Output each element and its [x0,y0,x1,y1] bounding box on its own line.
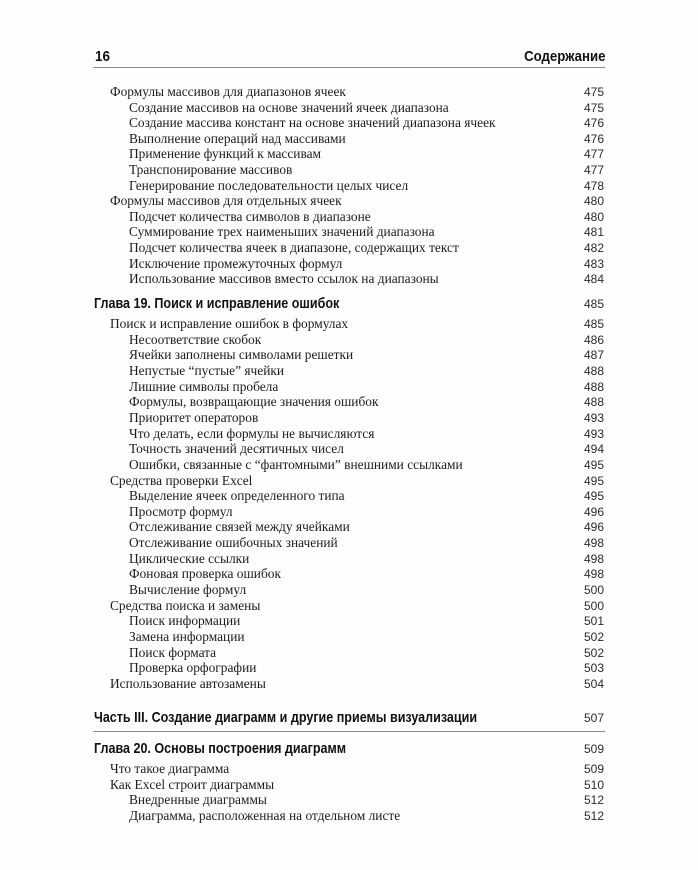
toc-entry: Формулы, возвращающие значения ошибок 488 [129,394,604,410]
toc-chapter-heading: Глава 20. Основы построения диаграмм 509 [94,741,604,757]
toc-entry: Формулы массивов для диапазонов ячеек 475 [110,84,604,99]
toc-entry: Что делать, если формулы не вычисляются 493 [129,425,604,441]
toc-entry: Использование массивов вместо ссылок на диапазоны 484 [129,271,604,287]
toc-entry: Циклические ссылки 498 [129,550,604,566]
toc-entry: Формулы массивов для отдельных ячеек 480 [110,193,604,209]
toc-entry: Фоновая проверка ошибок 498 [129,566,604,582]
toc-entry: Точность значений десятичных чисел 494 [129,441,604,457]
toc-entry: Непустые “пустые” ячейки 488 [129,362,604,378]
toc-entry: Что такое диаграмма 509 [110,761,604,776]
toc-entry: Приоритет операторов 493 [129,409,604,425]
page-number: 16 [95,48,111,65]
toc-entry: Поиск информации 501 [129,613,604,629]
toc-entry: Отслеживание связей между ячейками 496 [129,519,604,535]
toc-entry: Вычисление формул 500 [129,582,604,598]
toc-entry: Несоответствие скобок 486 [129,331,604,347]
toc-entry: Проверка орфографии 503 [129,660,604,676]
toc-entry: Ошибки, связанные с “фантомными” внешними ссылками 495 [129,456,604,472]
toc-entry: Генерирование последовательности целых чисел 478 [129,177,604,193]
toc-chapter-heading: Глава 19. Поиск и исправление ошибок 485 [94,296,604,312]
toc-entry: Применение функций к массивам 477 [129,146,604,162]
part-rule [93,731,605,732]
toc-entry: Подсчет количества ячеек в диапазоне, содержащих текст 482 [129,240,604,255]
toc-entry: Замена информации 502 [129,629,604,644]
toc-entry: Создание массивов на основе значений ячеек диапазона 475 [129,99,604,115]
running-head [93,46,605,66]
toc-entry: Внедренные диаграммы 512 [129,792,604,808]
toc-entry: Средства поиска и замены 500 [110,597,604,613]
toc-entry: Выполнение операций над массивами 476 [129,130,604,146]
toc-entry: Диаграмма, расположенная на отдельном листе 512 [129,807,604,823]
toc-entry: Поиск и исправление ошибок в формулах 485 [110,316,604,331]
toc-entry: Транспонирование массивов 477 [129,162,604,177]
section-title: Содержание [523,48,605,65]
toc-entry: Поиск формата 502 [129,644,604,660]
toc-entry: Как Excel строит диаграммы 510 [110,776,604,792]
toc-entry: Просмотр формул 496 [129,503,604,519]
toc-entry: Ячейки заполнены символами решетки 487 [129,347,604,363]
toc-entry: Суммирование трех наименьших значений диапазона 481 [129,224,604,240]
toc-entry: Создание массива констант на основе значений диапазона ячеек 476 [129,115,604,131]
toc-entry: Средства проверки Excel 495 [110,472,604,488]
toc-entry: Подсчет количества символов в диапазоне 480 [129,208,604,224]
toc-entry: Отслеживание ошибочных значений 498 [129,535,604,551]
toc-entry: Исключение промежуточных формул 483 [129,255,604,271]
toc-entry: Использование автозамены 504 [110,675,604,691]
header-rule [93,67,605,68]
toc-part-heading: Часть III. Создание диаграмм и другие приемы визуализации 507 [94,710,604,726]
toc-entry: Выделение ячеек определенного типа 495 [129,488,604,504]
toc-entry: Лишние символы пробела 488 [129,378,604,394]
